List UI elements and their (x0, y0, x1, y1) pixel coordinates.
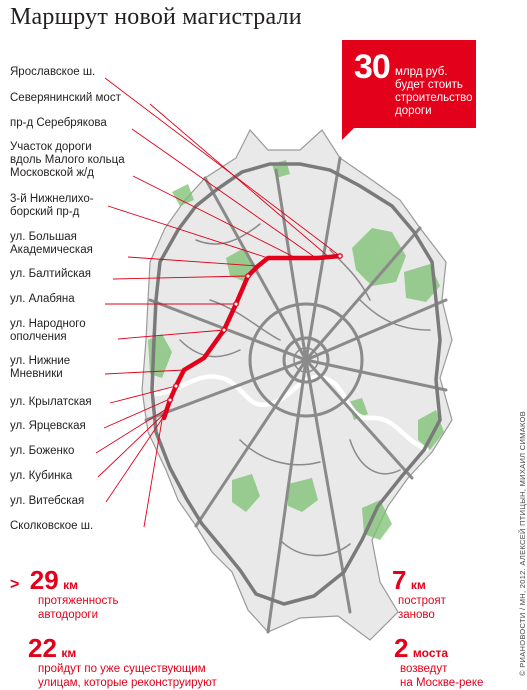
route-point (234, 302, 238, 306)
stat-length-number: 29 (29, 565, 59, 595)
route-point (174, 384, 178, 388)
route-label-serebryakova: пр-д Серебрякова (10, 117, 107, 129)
stat-new-build-number: 7 (392, 565, 407, 595)
route-label-vitebskaya: ул. Витебская (10, 495, 85, 507)
route-label-yartsevskaya: ул. Ярцевская (10, 420, 86, 432)
route-point (222, 328, 226, 332)
page-title: Маршрут новой магистрали (10, 4, 302, 30)
stat-length-prefix: > (10, 576, 20, 593)
stat-new-build (392, 566, 446, 622)
route-label-akademicheskaya: ул. Большая Академическая (10, 231, 93, 256)
stat-bridges-number: 2 (394, 633, 409, 663)
route-label-likhoborsky: 3-й Нижнелихо- борский пр-д (10, 193, 94, 218)
stat-length-unit: км (63, 578, 79, 592)
route-point (246, 274, 250, 278)
route-label-yaroslavskoe: Ярославское ш. (10, 66, 96, 78)
route-label-narodnogo-opolcheniya: ул. Народного ополчения (10, 318, 86, 343)
route-label-small-ring: Участок дороги вдоль Малого кольца Московской ж/д (10, 141, 125, 179)
credit-line: © РИАНОВОСТИ / МН, 2012. АЛЕКСЕЙ ПТИЦЫН, МИХАИЛ СИМАКОВ (518, 410, 527, 676)
route-label-krylatskaya: ул. Крылатская (10, 396, 92, 408)
route-label-mnevniki: ул. Нижние Мневники (10, 355, 71, 380)
route-label-severyaninsky: Северянинский мост (10, 92, 121, 104)
stat-new-build-description: построят заново (398, 595, 446, 621)
route-point (168, 398, 172, 402)
route-label-alabyana: ул. Алабяна (10, 293, 75, 305)
cost-description: будет стоить строительство дороги (395, 79, 473, 117)
stat-reconstruct-unit: км (61, 646, 77, 660)
stat-reconstruct-description: пройдут по уже существующим улицам, которые реконструируют (38, 663, 217, 689)
stat-bridges (394, 634, 483, 690)
stat-reconstruct (28, 634, 217, 690)
stat-bridges-unit: моста (412, 646, 449, 660)
stat-length (10, 566, 118, 622)
route-label-kubinka: ул. Кубинка (10, 470, 73, 482)
stat-bridges-description: возведут на Москве-реке (400, 663, 484, 689)
route-label-baltiyskaya: ул. Балтийская (10, 268, 92, 280)
route-label-bozhenko: ул. Боженко (10, 445, 75, 457)
cost-number: 30 (354, 48, 390, 86)
cost-callout (342, 40, 476, 128)
stat-reconstruct-number: 22 (28, 633, 57, 663)
stat-length-description: протяженность автодороги (38, 595, 119, 621)
stat-new-build-unit: км (410, 578, 426, 592)
callout-tail (342, 128, 354, 140)
route-label-skolkovskoe: Сколковское ш. (10, 520, 94, 532)
cost-unit: млрд руб. (395, 66, 448, 78)
route-point (338, 254, 342, 258)
